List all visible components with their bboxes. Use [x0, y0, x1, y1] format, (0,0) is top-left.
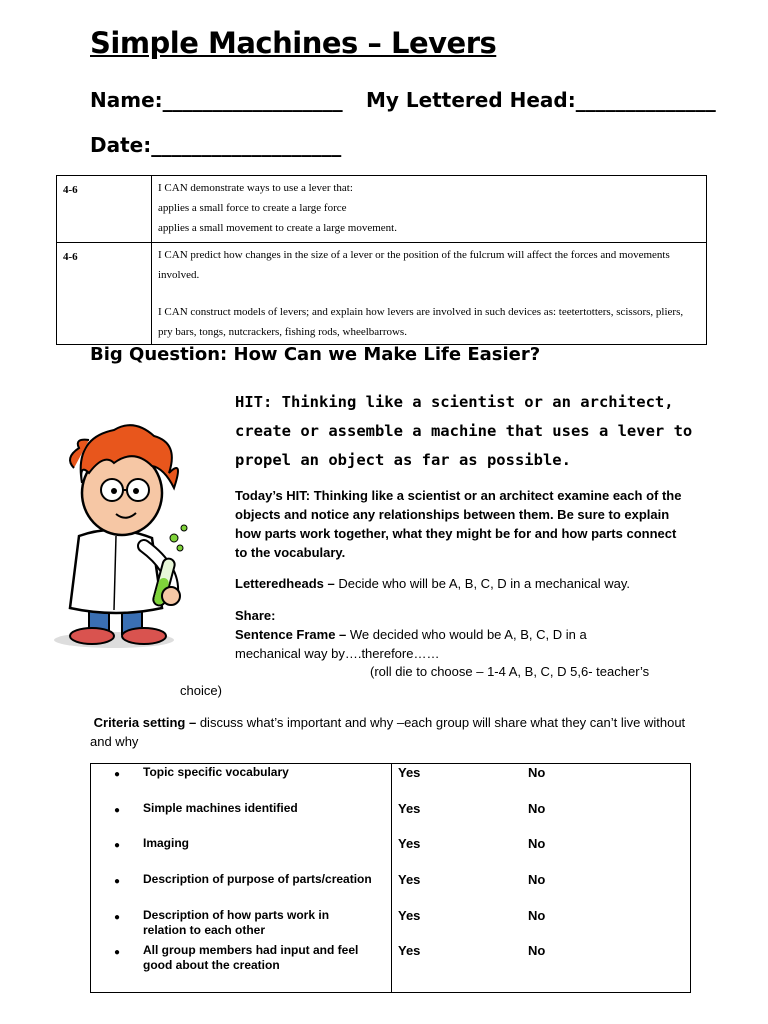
- bullet-icon: ●: [113, 911, 121, 923]
- outcome-line: I CAN predict how changes in the size of a lever or the position of the fulcrum will affect the forces and movements involved.: [158, 249, 670, 281]
- outcome-line: I CAN demonstrate ways to use a lever that:: [158, 182, 353, 194]
- criteria-item: Description of how parts work in relation to each other: [143, 907, 330, 937]
- sentence-frame-label: Sentence Frame –: [235, 627, 350, 642]
- criteria-setting-text: discuss what’s important and why –each group will share what they can’t live without and why: [90, 715, 686, 749]
- yes-option[interactable]: Yes: [398, 800, 421, 816]
- page-title: Simple Machines – Levers: [90, 26, 497, 60]
- criteria-checklist-table: [90, 763, 691, 993]
- date-field[interactable]: Date:___________________: [90, 133, 342, 157]
- outcome-line: applies a small force to create a large force: [158, 202, 347, 214]
- share-label: Share:: [235, 608, 276, 623]
- criteria-item: Simple machines identified: [143, 800, 298, 815]
- outcome-level: 4-6: [57, 176, 152, 243]
- letteredheads-label: Letteredheads –: [235, 576, 339, 591]
- criteria-item: Imaging: [143, 836, 190, 851]
- bullet-icon: ●: [113, 804, 121, 816]
- lettered-head-field[interactable]: My Lettered Head:______________: [366, 88, 716, 112]
- yes-option[interactable]: Yes: [398, 765, 421, 780]
- bullet-icon: ●: [113, 876, 121, 888]
- bullet-icon: ●: [113, 947, 121, 959]
- letteredheads-instruction: [235, 574, 685, 593]
- roll-die-note-end: choice): [180, 683, 222, 698]
- outcome-description: [152, 176, 707, 243]
- no-option[interactable]: No: [528, 765, 546, 780]
- outcome-row: [57, 176, 707, 243]
- criteria-row: [91, 836, 691, 872]
- sentence-frame-text: We decided who would be A, B, C, D in a mechanical way by….therefore……: [235, 627, 587, 661]
- hit-statement: HIT: Thinking like a scientist or an architect, create or assemble a machine that uses a lever to propel an object as far as possible.: [235, 393, 693, 469]
- yes-option[interactable]: Yes: [398, 907, 421, 923]
- roll-die-note: (roll die to choose – 1-4 A, B, C, D 5,6- teacher’s: [370, 664, 650, 679]
- letteredheads-text: Decide who will be A, B, C, D in a mechanical way.: [338, 576, 630, 591]
- todays-hit-text: Today’s HIT: Thinking like a scientist or an architect examine each of the objects and notice any relationships between them. Be sure to explain how parts work together, what they might be for and how parts connect to the vocabulary.: [235, 488, 682, 560]
- no-option[interactable]: No: [528, 907, 546, 923]
- sentence-frame: [235, 625, 635, 663]
- no-option[interactable]: No: [528, 836, 546, 852]
- yes-option[interactable]: Yes: [398, 872, 421, 888]
- yes-option[interactable]: Yes: [398, 836, 421, 852]
- criteria-item: Description of purpose of parts/creation: [143, 872, 372, 887]
- no-option[interactable]: No: [528, 800, 546, 816]
- outcome-row: [57, 243, 707, 345]
- criteria-setting-instruction: [90, 713, 690, 751]
- no-option[interactable]: No: [528, 872, 546, 888]
- bullet-icon: ●: [113, 769, 121, 780]
- no-option[interactable]: No: [528, 943, 546, 959]
- criteria-row: [91, 943, 691, 992]
- big-question: Big Question: How Can we Make Life Easier?: [90, 344, 541, 365]
- criteria-item: Topic specific vocabulary: [143, 765, 289, 779]
- outcome-line: applies a small movement to create a large movement.: [158, 222, 397, 234]
- outcome-line: I CAN construct models of levers; and explain how levers are involved in such devices as: teetertotters, scissors, pliers, pry bars, tongs, nutcrackers, fishing rods, wheelbarrows.: [158, 306, 684, 338]
- bullet-icon: ●: [113, 840, 121, 852]
- criteria-item: All group members had input and feel good about the creation: [143, 943, 359, 973]
- criteria-row: [91, 764, 691, 801]
- criteria-row: [91, 872, 691, 908]
- scientist-cartoon-illustration: [34, 418, 219, 653]
- learning-outcomes-table: [56, 175, 707, 345]
- criteria-row: [91, 908, 691, 944]
- criteria-setting-label: Criteria setting –: [93, 715, 200, 730]
- yes-option[interactable]: Yes: [398, 943, 421, 959]
- name-field[interactable]: Name:__________________: [90, 88, 343, 112]
- criteria-row: [91, 801, 691, 837]
- outcome-level: 4-6: [57, 243, 152, 345]
- outcome-description: [152, 243, 707, 345]
